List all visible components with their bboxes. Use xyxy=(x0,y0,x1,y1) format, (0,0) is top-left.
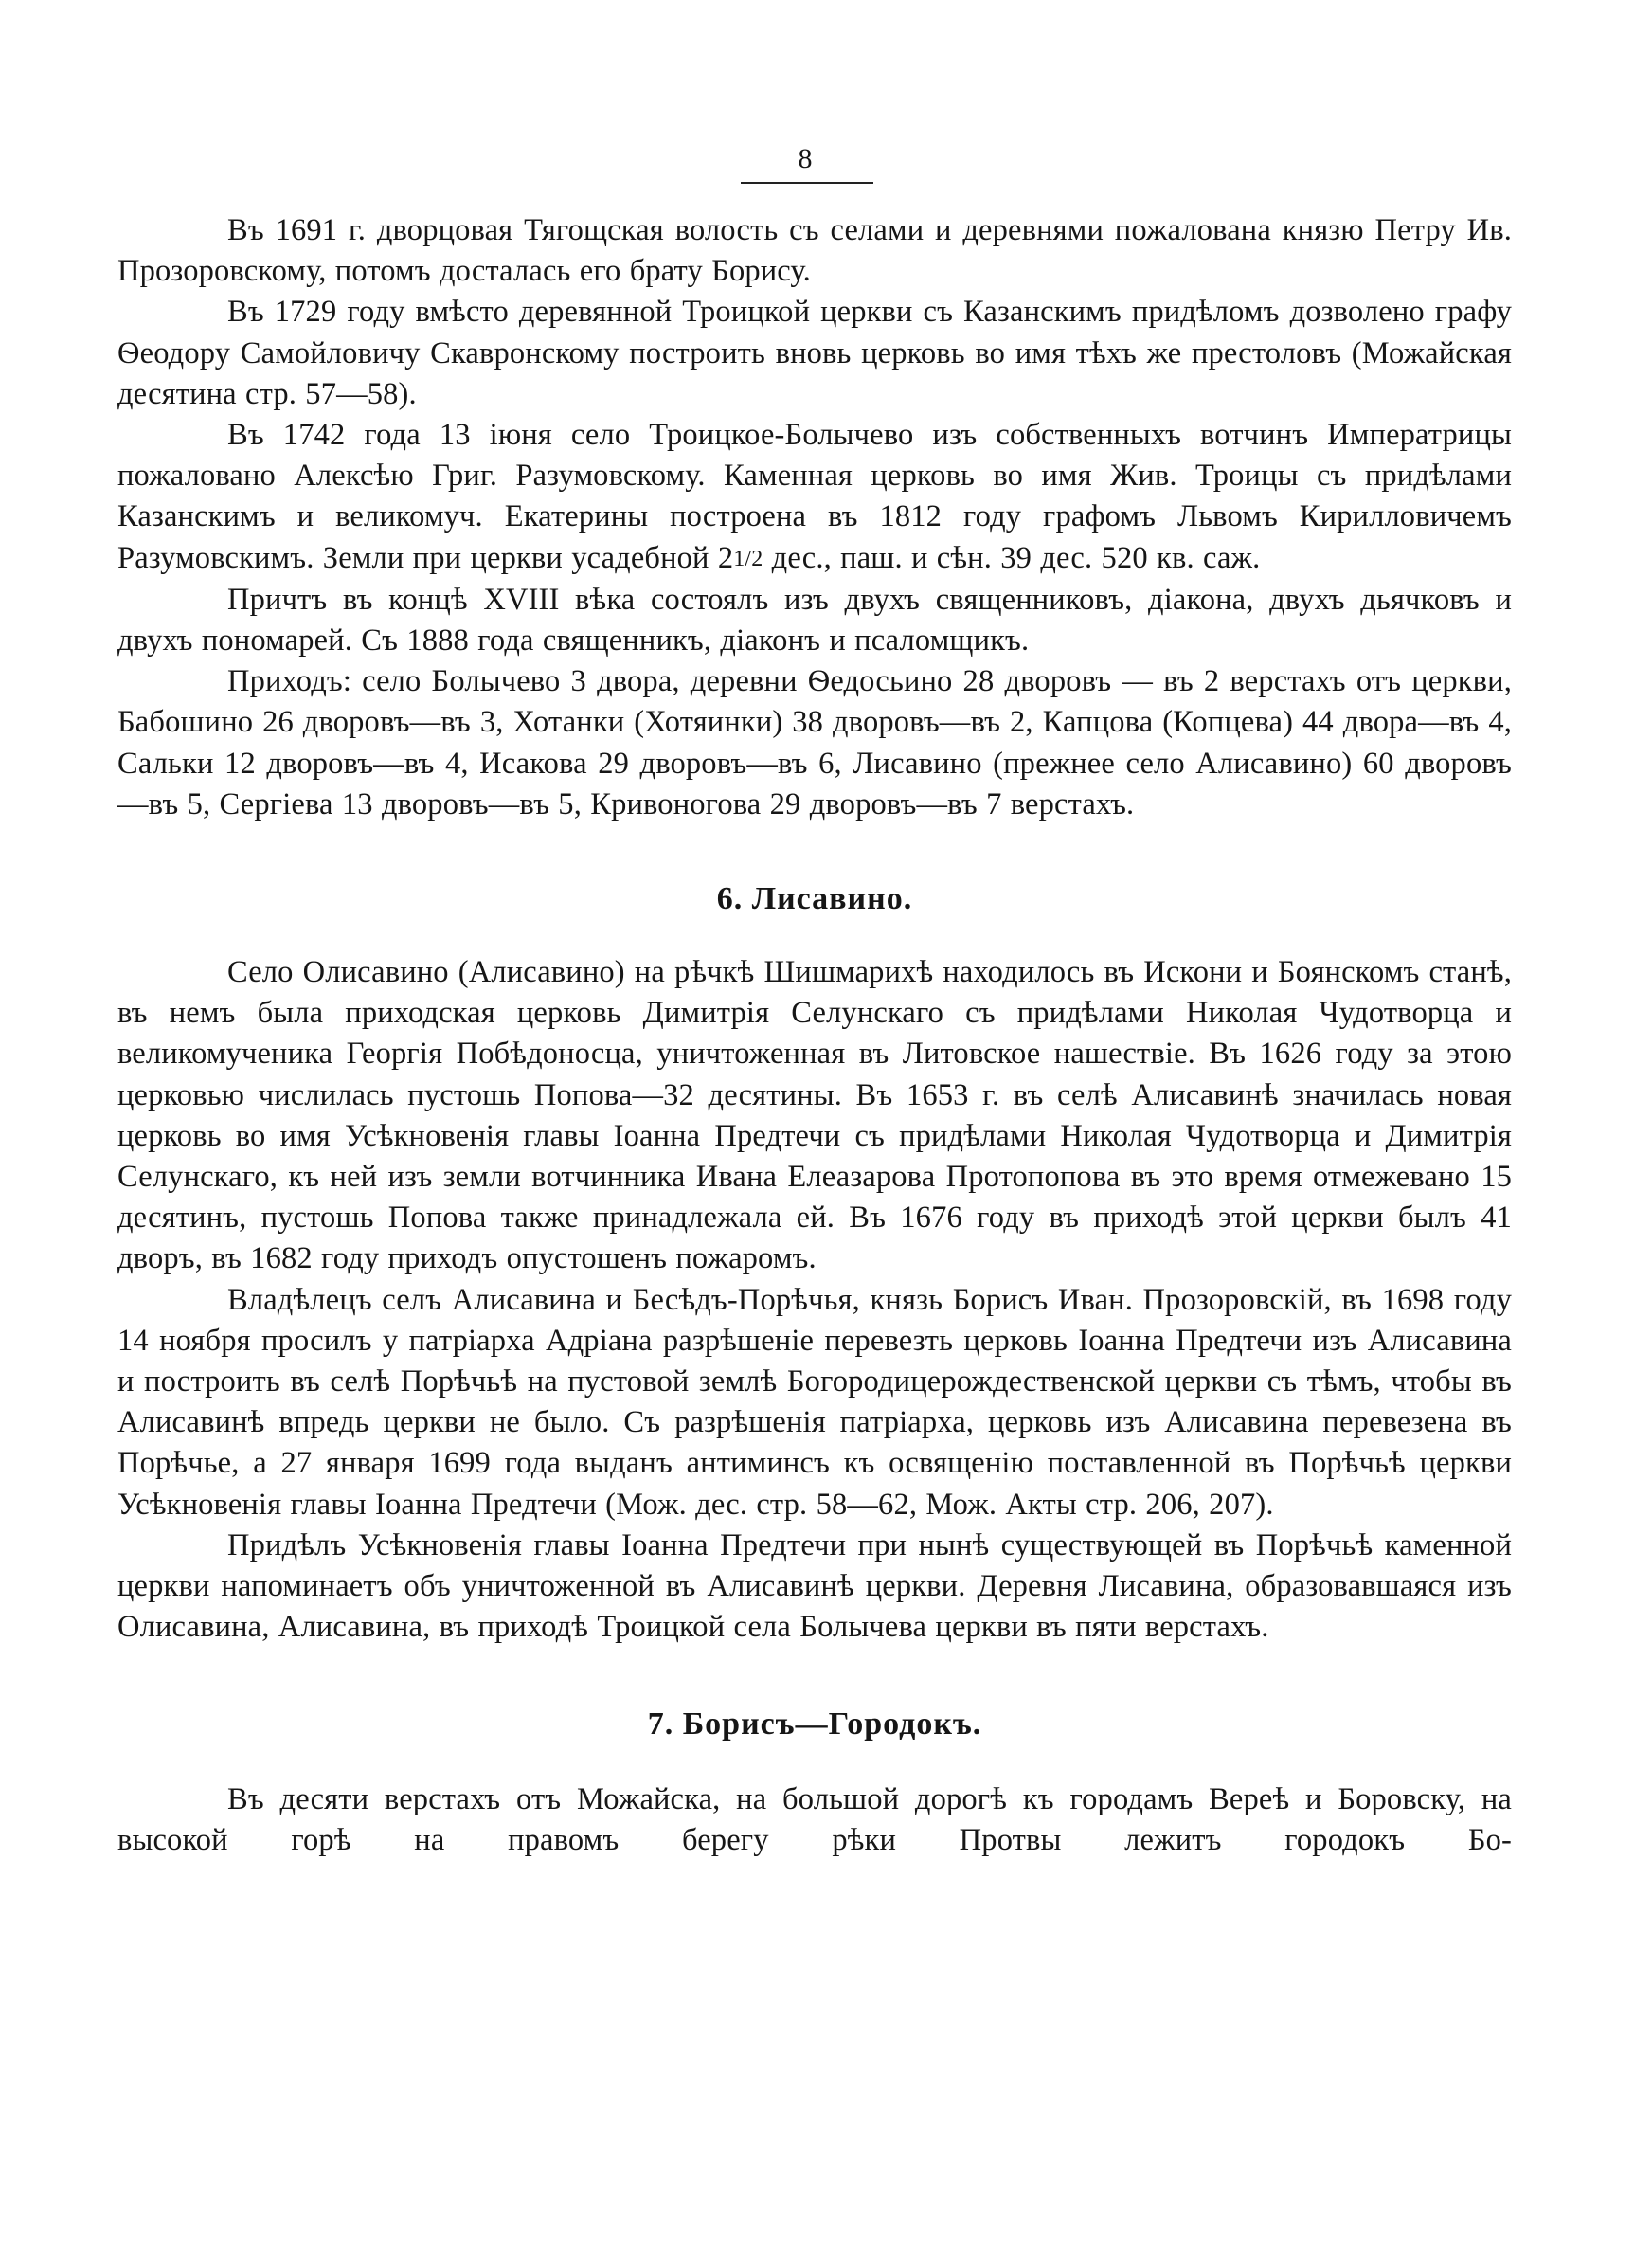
paragraph-clergy: Причтъ въ концѣ XVIII вѣка состоялъ изъ двухъ священниковъ, діакона, двухъ дьячковъ и двухъ пономарей. Съ 1888 года священникъ, діаконъ и псаломщикъ. xyxy=(117,582,1512,659)
section-6-heading: 6. Лисавино. xyxy=(716,881,913,917)
paragraph-1742-text-start: Въ 1742 года 13 іюня село Троицкое-Болычево изъ собственныхъ вотчинъ Императрицы пожаловано Алексѣю Григ. Разумовскому. Каменная церковь во имя Жив. Троицы съ придѣлами Казанскимъ и великомуч. Екатерины построена въ 1812 году графомъ Львомъ Кирилловичемъ Разумовскимъ. Земли при церкви усадебной 2 xyxy=(117,418,1512,575)
page-number-rule xyxy=(741,182,873,184)
page-number: 8 xyxy=(798,143,813,174)
section-7-paragraph-1: Въ десяти верстахъ отъ Можайска, на большой дорогѣ къ городамъ Вереѣ и Боровску, на высокой горѣ на правомъ берегу рѣки Протвы лежитъ городокъ Бо- xyxy=(117,1781,1512,1857)
paragraph-1742 xyxy=(117,415,1512,580)
section-7-heading: 7. Борисъ—Городокъ. xyxy=(647,1706,982,1742)
paragraph-1729: Въ 1729 году вмѣсто деревянной Троицкой церкви съ Казанскимъ придѣломъ дозволено графу Ѳеодору Самойловичу Скавронскому построить вновь церковь во имя тѣхъ же престоловъ (Можайская десятина стр. 57—58). xyxy=(117,295,1512,411)
section-6-paragraph-2: Владѣлецъ селъ Алисавина и Бесѣдъ-Порѣчья, князь Борисъ Иван. Прозоровскій, въ 1698 году 14 ноября просилъ у патріарха Адріана разрѣшеніе перевезть церковь Іоанна Предтечи изъ Алисавина и построить въ селѣ Порѣчьѣ на пустовой землѣ Богородицерождественской церкви съ тѣмъ, чтобы въ Алисавинѣ впредь церкви не было. Съ разрѣшенія патріарха, церковь изъ Алисавина перевезена въ Порѣчье, а 27 января 1699 года выданъ антиминсъ къ освященію поставленной въ Порѣчьѣ церкви Усѣкновенія главы Іоанна Предтечи (Мож. дес. стр. 58—62, Мож. Акты стр. 206, 207). xyxy=(117,1282,1512,1522)
paragraph-parish: Приходъ: село Болычево 3 двора, деревни Ѳедосьино 28 дворовъ — въ 2 верстахъ отъ церкви, Бабошино 26 дворовъ—въ 3, Хотанки (Хотяинки) 38 дворовъ—въ 2, Капцова (Копцева) 44 двора—въ 4, Сальки 12 дворовъ—въ 4, Исакова 29 дворовъ—въ 6, Лисавино (прежнее село Алисавино) 60 дворовъ—въ 5, Сергіева 13 дворовъ—въ 5, Кривоногова 29 дворовъ—въ 7 верстахъ. xyxy=(117,664,1512,822)
fraction-half: 1/2 xyxy=(733,546,763,571)
section-6-paragraph-1: Село Олисавино (Алисавино) на рѣчкѣ Шишмарихѣ находилось въ Искони и Боянскомъ станѣ, въ немъ была приходская церковь Димитрія Селунскаго съ придѣлами Николая Чудотворца и великомученика Георгія Побѣдоносца, уничтоженная въ Литовское нашествіе. Въ 1626 году за этою церковью числилась пустошь Попова—32 десятины. Въ 1653 г. въ селѣ Алисавинѣ значилась новая церковь во имя Усѣкновенія главы Іоанна Предтечи съ придѣлами Николая Чудотворца и Димитрія Селунскаго, къ ней изъ земли вотчинника Ивана Елеазарова Протопопова въ это время отмежевано 15 десятинъ, пустошь Попова также принадлежала ей. Въ 1676 году въ приходѣ этой церкви былъ 41 дворъ, въ 1682 году приходъ опустошенъ пожаромъ. xyxy=(117,955,1512,1276)
paragraph-1691: Въ 1691 г. дворцовая Тягощская волость съ селами и деревнями пожалована князю Петру Ив. Прозоровскому, потомъ досталась его брату Борису. xyxy=(117,213,1512,289)
text-column xyxy=(117,210,1512,1861)
paragraph-1742-text-end: дес., паш. и сѣн. 39 дес. 520 кв. саж. xyxy=(763,540,1261,575)
section-6-paragraph-3: Придѣлъ Усѣкновенія главы Іоанна Предтечи при нынѣ существующей въ Порѣчьѣ каменной церкви напоминаетъ объ уничтоженной въ Алисавинѣ церкви. Деревня Лисавина, образовавшаяся изъ Олисавина, Алисавина, въ приходѣ Троицкой села Болычева церкви въ пяти верстахъ. xyxy=(117,1527,1512,1645)
